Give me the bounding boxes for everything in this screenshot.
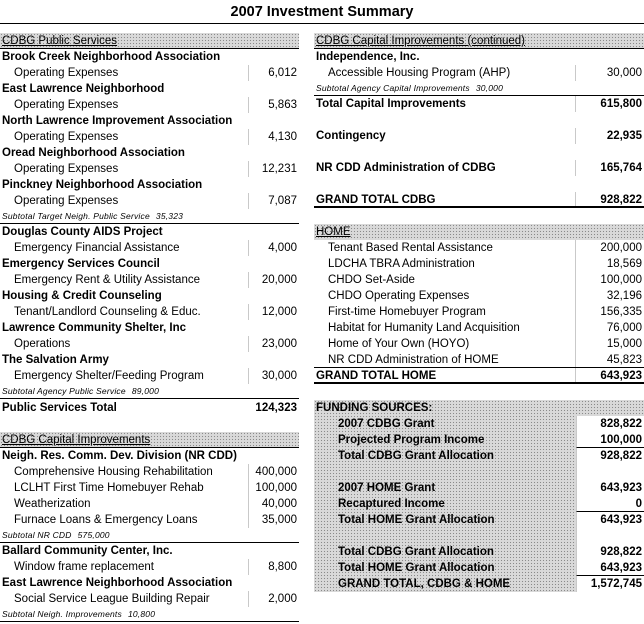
subtotal-agency-capital: [314, 81, 644, 96]
spacer: [314, 384, 644, 400]
line-item-label: Operating Expenses: [14, 163, 119, 175]
funding-value-cell: [576, 576, 644, 592]
org-name: [0, 224, 299, 240]
funding-value-cell: [576, 496, 644, 512]
section-header-capital-continued: [314, 33, 644, 49]
subtotal-text: [2, 607, 155, 622]
line-item-label: Operating Expenses: [14, 131, 119, 143]
left-column: [0, 33, 299, 622]
line-item-label: Habitat for Humanity Land Acquisition: [328, 322, 520, 334]
line-item: [0, 161, 299, 177]
line-item: [314, 65, 644, 81]
line-item: [0, 559, 299, 575]
line-item-label: Operating Expenses: [14, 67, 119, 79]
funding-row: [314, 432, 644, 448]
subtotal-text: [2, 528, 110, 543]
line-item-value: 45,823: [606, 354, 642, 366]
line-item: [314, 240, 644, 256]
total-label: NR CDD Administration of CDBG: [316, 162, 496, 174]
org-name: [0, 575, 299, 591]
line-item-label: Comprehensive Housing Rehabilitation: [14, 466, 213, 478]
funding-header-label: FUNDING SOURCES:: [316, 402, 433, 414]
funding-row: [314, 576, 644, 592]
line-item-value: 12,000: [261, 306, 297, 318]
spacer: [314, 208, 644, 224]
subtotal-text: [316, 81, 503, 96]
line-item: [0, 97, 299, 113]
page-title: 2007 Investment Summary: [0, 0, 644, 24]
subtotal-text: [2, 209, 183, 224]
org-name-label: Ballard Community Center, Inc.: [2, 545, 173, 557]
funding-value: 928,822: [600, 450, 642, 462]
org-name: [0, 256, 299, 272]
grand-total-home: [314, 368, 644, 384]
line-item-value: 4,000: [268, 242, 297, 254]
total-label: GRAND TOTAL CDBG: [316, 194, 436, 206]
line-item: [0, 240, 299, 256]
section-header-label: CDBG Capital Improvements (continued): [316, 35, 525, 47]
org-name: [0, 543, 299, 559]
section-header-capital-improvements: [0, 432, 299, 448]
spacer: [314, 144, 644, 160]
total-value: 22,935: [606, 130, 642, 142]
total-label: Total Capital Improvements: [316, 98, 466, 110]
funding-value-cell: [576, 432, 644, 448]
line-item-label: Weatherization: [14, 498, 91, 510]
org-name: [0, 448, 299, 464]
line-item-value: 32,196: [606, 290, 642, 302]
line-item-label: Operating Expenses: [14, 99, 119, 111]
line-item-value: 8,800: [268, 561, 297, 573]
line-item-value: 200,000: [600, 242, 642, 254]
funding-value: 643,923: [600, 482, 642, 494]
funding-value: 928,822: [600, 546, 642, 558]
line-item-value: 76,000: [606, 322, 642, 334]
org-name: [0, 320, 299, 336]
line-item: [0, 65, 299, 81]
line-item: [314, 288, 644, 304]
line-item: [0, 336, 299, 352]
section-header-label: CDBG Public Services: [2, 35, 118, 47]
funding-row: [314, 544, 644, 560]
line-item: [0, 272, 299, 288]
total-label: Public Services Total: [2, 402, 117, 414]
funding-row: [314, 480, 644, 496]
line-item-value: 23,000: [261, 338, 297, 350]
line-item-label: Emergency Shelter/Feeding Program: [14, 370, 204, 382]
line-item: [314, 304, 644, 320]
subtotal-label: Subtotal Neigh. Improvements: [2, 609, 122, 619]
funding-label: Recaptured Income: [338, 498, 445, 510]
funding-label: Total HOME Grant Allocation: [338, 562, 495, 574]
total-value: 615,800: [600, 98, 642, 110]
line-item-value: 18,569: [606, 258, 642, 270]
subtotal-label: Subtotal NR CDD: [2, 530, 72, 540]
line-item: [0, 480, 299, 496]
line-item-label: Emergency Financial Assistance: [14, 242, 180, 254]
line-item-value: 40,000: [261, 498, 297, 510]
subtotal-label: Subtotal Target Neigh. Public Service: [2, 211, 150, 221]
funding-sources-block: [314, 400, 644, 592]
funding-row: [314, 448, 644, 464]
org-name: [314, 49, 644, 65]
org-name-label: Pinckney Neighborhood Association: [2, 179, 203, 191]
line-item-label: Accessible Housing Program (AHP): [328, 67, 511, 79]
line-item-value: 100,000: [600, 274, 642, 286]
funding-value-cell: [576, 544, 644, 560]
funding-value: 643,923: [600, 562, 642, 574]
line-item-value: 30,000: [261, 370, 297, 382]
spacer: [314, 112, 644, 128]
line-item-value: 20,000: [261, 274, 297, 286]
org-name: [0, 81, 299, 97]
funding-label: GRAND TOTAL, CDBG & HOME: [338, 578, 511, 590]
line-item-value: 12,231: [261, 163, 297, 175]
section-header-home: [314, 224, 644, 240]
line-item-value: 15,000: [606, 338, 642, 350]
org-name-label: East Lawrence Neighborhood: [2, 83, 165, 95]
funding-value-cell: [576, 416, 644, 432]
subtotal-value: 10,800: [127, 609, 156, 619]
funding-label: Projected Program Income: [338, 434, 485, 446]
line-item-value: 7,087: [268, 195, 297, 207]
funding-value: 1,572,745: [590, 578, 642, 590]
org-name-label: East Lawrence Neighborhood Association: [2, 577, 233, 589]
line-item-label: NR CDD Administration of HOME: [328, 354, 499, 366]
funding-row: [314, 560, 644, 576]
funding-value: 828,822: [600, 418, 642, 430]
total-value: 124,323: [255, 402, 297, 414]
org-name-label: Independence, Inc.: [316, 51, 420, 63]
subtotal-text: [2, 384, 159, 399]
subtotal-target-neigh: [0, 209, 299, 224]
line-item-value: 100,000: [255, 482, 297, 494]
line-item: [0, 496, 299, 512]
line-item-label: Tenant/Landlord Counseling & Educ.: [14, 306, 201, 318]
org-name-label: Neigh. Res. Comm. Dev. Division (NR CDD): [2, 450, 237, 462]
org-name-label: Lawrence Community Shelter, Inc: [2, 322, 187, 334]
org-name-label: North Lawrence Improvement Association: [2, 115, 233, 127]
funding-label: 2007 CDBG Grant: [338, 418, 435, 430]
section-header-label: CDBG Capital Improvements: [2, 434, 151, 446]
line-item-value: 156,335: [600, 306, 642, 318]
funding-value: 643,923: [600, 514, 642, 526]
line-item-value: 2,000: [268, 593, 297, 605]
line-item: [0, 512, 299, 528]
line-item-value: 35,000: [261, 514, 297, 526]
org-name-label: The Salvation Army: [2, 354, 109, 366]
org-name-label: Oread Neighborhood Association: [2, 147, 185, 159]
line-item-value: 5,863: [268, 99, 297, 111]
subtotal-value: 35,323: [155, 211, 184, 221]
line-item-label: LCLHT First Time Homebuyer Rehab: [14, 482, 204, 494]
org-name: [0, 288, 299, 304]
subtotal-nr-cdd: [0, 528, 299, 543]
funding-value: 0: [635, 498, 642, 510]
org-name-label: Housing & Credit Counseling: [2, 290, 162, 302]
spacer: [314, 464, 644, 480]
org-name: [0, 113, 299, 129]
line-item: [0, 304, 299, 320]
org-name: [0, 352, 299, 368]
contingency-row: [314, 128, 644, 144]
right-column: [314, 33, 644, 592]
subtotal-value: 30,000: [475, 83, 504, 93]
funding-label: Total CDBG Grant Allocation: [338, 546, 494, 558]
line-item-label: CHDO Set-Aside: [328, 274, 415, 286]
line-item-label: LDCHA TBRA Administration: [328, 258, 475, 270]
line-item: [0, 129, 299, 145]
line-item: [314, 320, 644, 336]
funding-value-cell: [576, 464, 644, 480]
line-item: [314, 272, 644, 288]
org-name: [0, 177, 299, 193]
nr-cdd-admin-row: [314, 160, 644, 176]
org-name-label: Brook Creek Neighborhood Association: [2, 51, 221, 63]
line-item: [314, 352, 644, 368]
line-item-label: Operating Expenses: [14, 195, 119, 207]
line-item: [0, 591, 299, 607]
funding-value-cell: [576, 480, 644, 496]
funding-value-cell: [576, 448, 644, 464]
subtotal-value: 575,000: [77, 530, 110, 540]
total-label: GRAND TOTAL HOME: [316, 370, 437, 382]
subtotal-value: 89,000: [131, 386, 160, 396]
funding-row: [314, 512, 644, 528]
section-header-label: HOME: [316, 226, 351, 238]
org-name: [0, 49, 299, 65]
line-item-value: 6,012: [268, 67, 297, 79]
section-header-public-services: [0, 33, 299, 49]
funding-value-cell: [576, 560, 644, 576]
spacer: [314, 528, 644, 544]
line-item-label: CHDO Operating Expenses: [328, 290, 470, 302]
funding-sources-header: [314, 400, 644, 416]
line-item-value: 400,000: [255, 466, 297, 478]
line-item-label: First-time Homebuyer Program: [328, 306, 486, 318]
line-item-label: Window frame replacement: [14, 561, 154, 573]
total-label: Contingency: [316, 130, 386, 142]
funding-label: Total HOME Grant Allocation: [338, 514, 495, 526]
funding-row: [314, 416, 644, 432]
line-item-label: Social Service League Building Repair: [14, 593, 210, 605]
funding-label: Total CDBG Grant Allocation: [338, 450, 494, 462]
subtotal-neigh-improvements: [0, 607, 299, 622]
funding-value-cell: [576, 512, 644, 528]
line-item-label: Home of Your Own (HOYO): [328, 338, 470, 350]
total-value: 165,764: [600, 162, 642, 174]
funding-row: [314, 496, 644, 512]
subtotal-agency-public-service: [0, 384, 299, 399]
public-services-total: [0, 399, 299, 417]
line-item-value: 4,130: [268, 131, 297, 143]
line-item-label: Tenant Based Rental Assistance: [328, 242, 493, 254]
subtotal-label: Subtotal Agency Capital Improvements: [316, 83, 470, 93]
line-item-label: Emergency Rent & Utility Assistance: [14, 274, 200, 286]
funding-value: 100,000: [600, 434, 642, 446]
line-item-label: Operations: [14, 338, 71, 350]
funding-label: 2007 HOME Grant: [338, 482, 436, 494]
total-capital-improvements: [314, 96, 644, 112]
line-item: [314, 256, 644, 272]
line-item: [0, 193, 299, 209]
org-name-label: Emergency Services Council: [2, 258, 160, 270]
line-item-label: Furnace Loans & Emergency Loans: [14, 514, 198, 526]
line-item-value: 30,000: [606, 67, 642, 79]
total-value: 928,822: [600, 194, 642, 206]
line-item: [0, 464, 299, 480]
spacer: [0, 417, 299, 432]
org-name: [0, 145, 299, 161]
total-value: 643,923: [600, 370, 642, 382]
funding-value-cell: [576, 528, 644, 544]
grand-total-cdbg: [314, 192, 644, 208]
subtotal-label: Subtotal Agency Public Service: [2, 386, 126, 396]
spacer: [314, 176, 644, 192]
line-item: [0, 368, 299, 384]
line-item: [314, 336, 644, 352]
org-name-label: Douglas County AIDS Project: [2, 226, 163, 238]
